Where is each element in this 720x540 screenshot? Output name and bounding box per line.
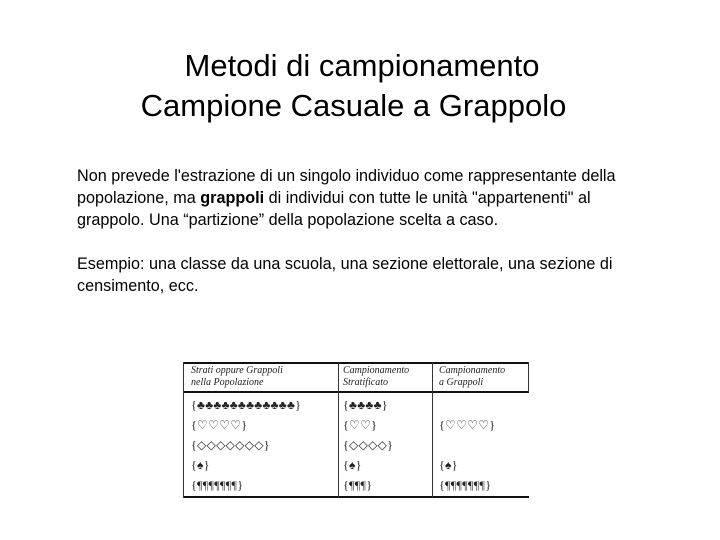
figure-divider: [183, 362, 184, 498]
population-cell: {♣♣♣♣♣♣♣♣♣♣♣♣}: [191, 398, 302, 412]
example-paragraph: Esempio: una classe da una scuola, una sezione elettorale, una sezione di censimento, ecc.: [77, 255, 613, 295]
column-header-cluster: [439, 365, 505, 389]
title-line-1: Metodi di campionamento: [184, 48, 540, 83]
sampling-figure: [183, 362, 529, 498]
population-cell: {◇◇◇◇◇◇◇}: [191, 438, 270, 452]
figure-divider: [528, 362, 529, 392]
figure-header-rule: [183, 391, 529, 393]
header-text: Strati oppure Grappoli: [191, 365, 283, 376]
figure-divider: [338, 362, 339, 498]
header-text: a Grappoli: [439, 377, 484, 388]
definition-paragraph: [77, 165, 617, 231]
definition-text-end: di individui con tutte le unità "appartenenti" al grappolo. Una “partizione” della popolazione scelta a caso.: [77, 189, 591, 229]
title-line-2: Campione Casuale a Grappolo: [140, 88, 567, 123]
stratified-cell: {♠}: [343, 458, 362, 472]
header-text: Campionamento: [439, 365, 506, 376]
cluster-cell: {♠}: [439, 458, 458, 472]
header-text: Stratificato: [343, 377, 388, 388]
slide-title: [0, 46, 720, 126]
stratified-cell: {♣♣♣♣}: [343, 398, 388, 412]
cluster-cell: {¶¶¶¶¶¶¶}: [439, 478, 492, 492]
stratified-cell: {¶¶¶}: [343, 478, 373, 492]
header-text: nella Popolazione: [191, 377, 264, 388]
figure-top-rule: [183, 362, 529, 364]
column-header-stratified: [343, 365, 409, 389]
definition-bold-term: grappoli: [200, 189, 265, 207]
population-cell: {♡♡♡♡}: [191, 418, 248, 432]
figure-bottom-rule: [183, 496, 529, 498]
column-header-population: [191, 365, 283, 389]
population-cell: {¶¶¶¶¶¶¶}: [191, 478, 244, 492]
definition-text-start: Non prevede l'estrazione di un singolo individuo come rappresentante della popolazione, ma: [77, 167, 616, 207]
stratified-cell: {♡♡}: [343, 418, 378, 432]
figure-divider: [432, 362, 433, 498]
stratified-cell: {◇◇◇◇}: [343, 438, 394, 452]
slide-body: [77, 165, 617, 297]
cluster-cell: {♡♡♡♡}: [439, 418, 496, 432]
header-text: Campionamento: [343, 365, 410, 376]
population-cell: {♠}: [191, 458, 210, 472]
